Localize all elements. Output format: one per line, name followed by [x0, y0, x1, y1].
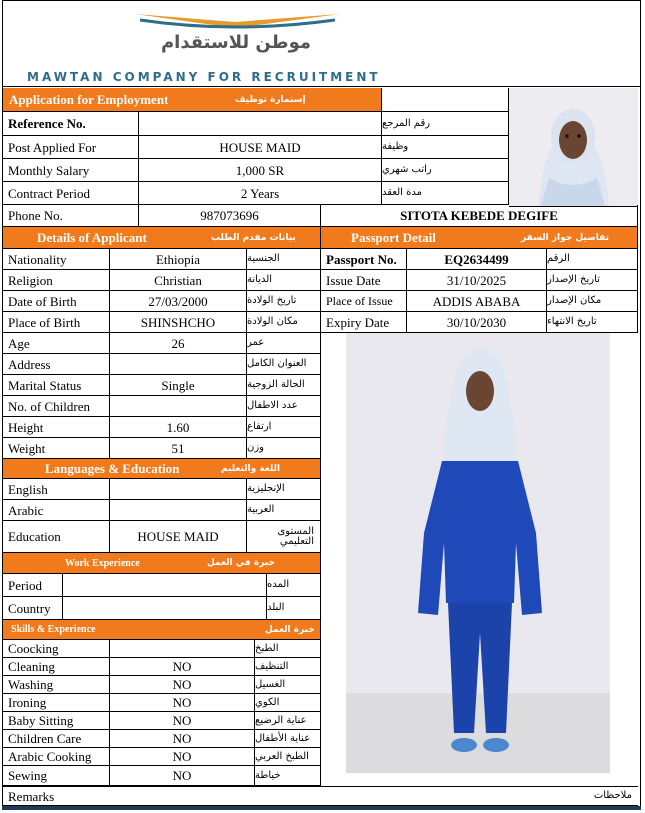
label-marital-status: Marital Status [3, 375, 110, 396]
label-ar-english: الإنجليزية [247, 479, 321, 500]
label-children-care: Children Care [3, 730, 110, 748]
value-height: 1.60 [110, 417, 247, 438]
label-ar-reference-no: رقم المرجع [382, 112, 509, 136]
value-cleaning: NO [110, 658, 255, 676]
label-issue-date: Issue Date [321, 270, 407, 291]
value-coocking [110, 640, 255, 658]
label-phone: Phone No. [3, 205, 139, 227]
label-ar-country: البلد [267, 597, 321, 620]
section-title-en: Details of Applicant [37, 229, 147, 245]
section-title-en: Passport Detail [351, 229, 436, 245]
label-ironing: Ironing [3, 694, 110, 712]
header-divider [2, 86, 641, 87]
value-religion: Christian [110, 270, 247, 291]
label-ar-address: العنوان الكامل [247, 354, 321, 375]
value-baby-sitting: NO [110, 712, 255, 730]
value-date-of-birth: 27/03/2000 [110, 291, 247, 312]
label-reference-no: Reference No. [3, 112, 139, 136]
value-sewing: NO [110, 766, 255, 786]
value-issue-date: 31/10/2025 [407, 270, 547, 291]
value-place-of-issue: ADDIS ABABA [407, 291, 547, 312]
label-ar-coocking: الطبخ [255, 640, 321, 658]
label-ar-expiry-date: تاريخ الانتهاء [547, 312, 638, 333]
label-english: English [3, 479, 110, 500]
label-monthly-salary: Monthly Salary [3, 159, 139, 182]
value-place-of-birth: SHINSHCHO [110, 312, 247, 333]
value-post-applied: HOUSE MAID [139, 136, 382, 159]
label-no-of-children: No. of Children [3, 396, 110, 417]
label-arabic: Arabic [3, 500, 110, 521]
label-ar-sewing: خياطة [255, 766, 321, 786]
label-contract-period: Contract Period [3, 182, 139, 205]
value-weight: 51 [110, 438, 247, 459]
section-title-en: Work Experience [65, 557, 140, 569]
label-ar-arabic: العربية [247, 500, 321, 521]
label-ar-arabic-cooking: الطبخ العربي [255, 748, 321, 766]
label-religion: Religion [3, 270, 110, 291]
label-expiry-date: Expiry Date [321, 312, 407, 333]
section-header-skills [3, 620, 321, 640]
label-ar-place-of-birth: مكان الولادة [247, 312, 321, 333]
value-nationality: Ethiopia [110, 249, 247, 270]
value-age: 26 [110, 333, 247, 354]
value-country [63, 597, 267, 620]
label-nationality: Nationality [3, 249, 110, 270]
section-title-ar: اللغة والتعليم [221, 463, 281, 474]
label-ar-period: المده [267, 574, 321, 597]
label-ar-baby-sitting: عناية الرضيع [255, 712, 321, 730]
section-title-en: Skills & Experience [11, 624, 96, 635]
label-ar-contract-period: مدة العقد [382, 182, 509, 205]
remarks-row [3, 786, 638, 806]
value-period [63, 574, 267, 597]
company-name: MAWTAN COMPANY FOR RECRUITMENT [27, 70, 381, 84]
label-ar-washing: الغسيل [255, 676, 321, 694]
section-title-en: Application for Employment [9, 91, 169, 107]
section-title-ar: خبرة العمل [265, 624, 315, 635]
section-header-work [3, 553, 321, 574]
label-ar-monthly-salary: راتب شهري [382, 159, 509, 182]
value-address [110, 354, 247, 375]
label-coocking: Coocking [3, 640, 110, 658]
value-arabic [110, 500, 247, 521]
value-ironing: NO [110, 694, 255, 712]
company-logo [130, 0, 345, 60]
label-ar-height: ارتفاع [247, 417, 321, 438]
label-passport-no: Passport No. [321, 249, 407, 270]
label-ar-religion: الديانة [247, 270, 321, 291]
label-ar-no-of-children: عدد الاطفال [247, 396, 321, 417]
label-washing: Washing [3, 676, 110, 694]
label-ar-post-applied: وظيفة [382, 136, 509, 159]
remarks-label-ar: ملاحظات [593, 790, 632, 801]
value-washing: NO [110, 676, 255, 694]
applicant-name: SITOTA KEBEDE DEGIFE [321, 205, 638, 227]
label-cleaning: Cleaning [3, 658, 110, 676]
label-ar-cleaning: التنظيف [255, 658, 321, 676]
label-ar-marital-status: الحالة الزوجية [247, 375, 321, 396]
section-title-ar: تفاصيل جواز السفر [521, 232, 610, 243]
value-phone: 987073696 [139, 205, 321, 227]
label-ar-place-of-issue: مكان الإصدار [547, 291, 638, 312]
value-arabic-cooking: NO [110, 748, 255, 766]
label-education: Education [3, 521, 110, 553]
label-country: Country [3, 597, 63, 620]
remarks-label: Remarks [8, 789, 55, 804]
section-header-passport [321, 227, 638, 249]
label-ar-children-care: عناية الأطفال [255, 730, 321, 748]
value-children-care: NO [110, 730, 255, 748]
section-title-ar: خبرة في العمل [207, 558, 275, 568]
value-no-of-children [110, 396, 247, 417]
label-ar-passport-no: الرقم [547, 249, 638, 270]
value-contract-period: 2 Years [139, 182, 382, 205]
label-weight: Weight [3, 438, 110, 459]
label-ar-age: عمر [247, 333, 321, 354]
label-baby-sitting: Baby Sitting [3, 712, 110, 730]
label-arabic-cooking: Arabic Cooking [3, 748, 110, 766]
section-header-languages [3, 459, 321, 479]
label-period: Period [3, 574, 63, 597]
label-date-of-birth: Date of Birth [3, 291, 110, 312]
value-monthly-salary: 1,000 SR [139, 159, 382, 182]
applicant-portrait-photo [509, 88, 638, 207]
label-ar-date-of-birth: تاريخ الولادة [247, 291, 321, 312]
label-sewing: Sewing [3, 766, 110, 786]
label-place-of-issue: Place of Issue [321, 291, 407, 312]
bottom-bar [2, 806, 641, 810]
value-english [110, 479, 247, 500]
section-header-details [3, 227, 321, 249]
value-expiry-date: 30/10/2030 [407, 312, 547, 333]
value-marital-status: Single [110, 375, 247, 396]
svg-text:موطن للاستقدام: موطن للاستقدام [160, 32, 312, 53]
label-ar-nationality: الجنسية [247, 249, 321, 270]
value-reference-no [139, 112, 382, 136]
orange-spacer [382, 88, 509, 112]
label-ar-weight: وزن [247, 438, 321, 459]
label-age: Age [3, 333, 110, 354]
value-education: HOUSE MAID [110, 521, 247, 553]
label-address: Address [3, 354, 110, 375]
label-post-applied: Post Applied For [3, 136, 139, 159]
value-passport-no: EQ2634499 [407, 249, 547, 270]
applicant-full-body-photo [346, 333, 610, 773]
section-title-ar: إستمارة توظيف [235, 94, 306, 105]
label-ar-issue-date: تاريخ الإصدار [547, 270, 638, 291]
section-title-ar: بيانات مقدم الطلب [211, 232, 296, 243]
section-header-application [3, 88, 382, 112]
label-place-of-birth: Place of Birth [3, 312, 110, 333]
section-title-en: Languages & Education [45, 460, 180, 476]
label-ar-ironing: الكوي [255, 694, 321, 712]
label-ar-education: المستوى التعليمي [247, 521, 321, 553]
label-height: Height [3, 417, 110, 438]
